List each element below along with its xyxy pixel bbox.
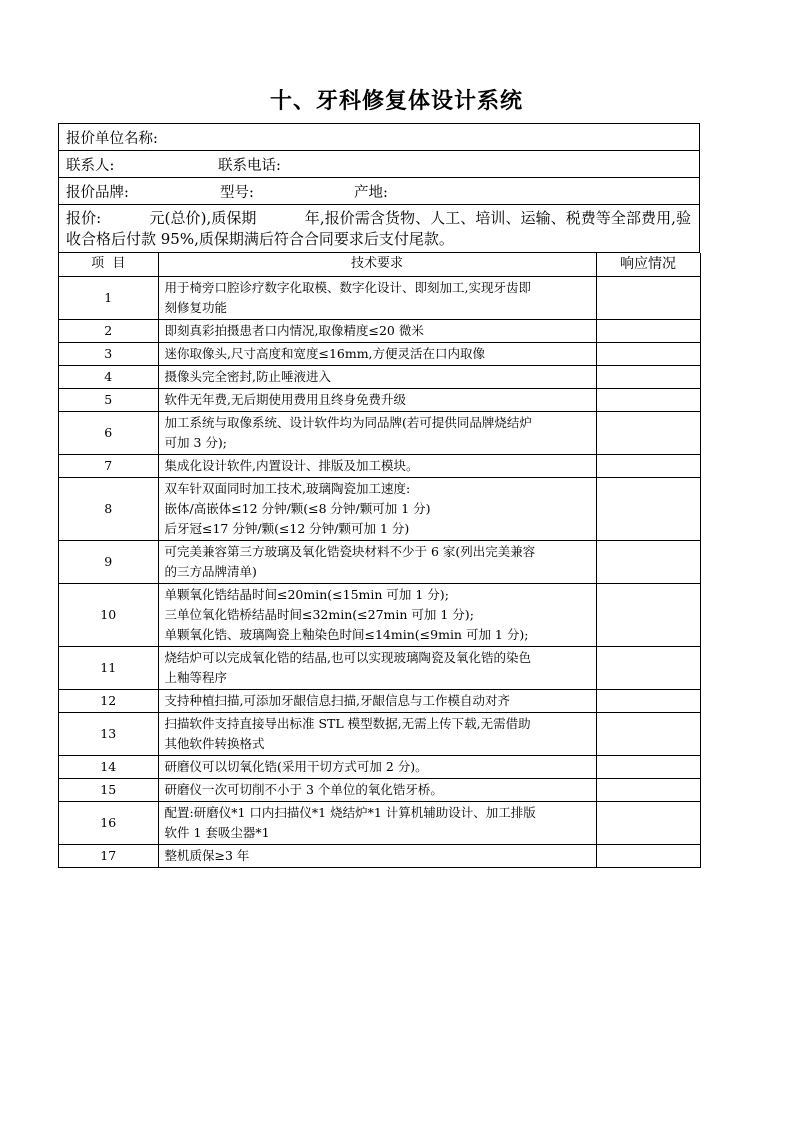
requirement-cell (158, 319, 596, 342)
requirement-text: 支持种植扫描,可添加牙龈信息扫描,牙龈信息与工作模自动对齐 (164, 692, 510, 708)
table-row (59, 583, 700, 646)
requirement-text: 刻修复功能 (164, 299, 228, 315)
contact-label: 联系人: (66, 157, 115, 174)
item-number: 5 (59, 388, 158, 411)
item-number: 1 (59, 276, 158, 319)
requirement-text: 扫描软件支持直接导出标准 STL 模型数据,无需上传下载,无需借助 (164, 715, 531, 731)
item-number: 11 (59, 646, 158, 689)
requirement-text: 可加 3 分); (164, 434, 227, 450)
item-number: 7 (59, 454, 158, 477)
response-cell[interactable] (596, 689, 700, 712)
page-title: 十、牙科修复体设计系统 (269, 89, 523, 114)
table-row (59, 276, 700, 319)
table-row (59, 365, 700, 388)
table-row (59, 540, 700, 583)
requirement-cell (158, 276, 596, 319)
requirement-cell (158, 411, 596, 454)
table-row (59, 342, 700, 365)
requirement-text: 研磨仪一次可切削不小于 3 个单位的氧化锆牙桥。 (164, 781, 443, 797)
requirement-text: 嵌体/高嵌体≤12 分钟/颗(≤8 分钟/颗可加 1 分) (164, 500, 431, 516)
table-row (59, 755, 700, 778)
table-row (59, 454, 700, 477)
table-row (59, 689, 700, 712)
response-cell[interactable] (596, 646, 700, 689)
table-row (59, 712, 700, 755)
requirement-text: 后牙冠≤17 分钟/颗(≤12 分钟/颗可加 1 分) (164, 520, 410, 536)
table-row (59, 778, 700, 801)
response-cell[interactable] (596, 342, 700, 365)
response-cell[interactable] (596, 583, 700, 646)
table-row (59, 477, 700, 540)
requirement-cell (158, 689, 596, 712)
response-cell[interactable] (596, 365, 700, 388)
phone-label: 联系电话: (218, 157, 281, 174)
quote-unit-row (59, 124, 700, 151)
requirement-text: 上釉等程序 (164, 669, 228, 685)
table-row (59, 646, 700, 689)
spec-table (59, 253, 701, 868)
response-cell[interactable] (596, 388, 700, 411)
response-cell[interactable] (596, 712, 700, 755)
requirement-text: 整机质保≥3 年 (164, 847, 250, 863)
item-number: 17 (59, 844, 158, 867)
requirement-text: 软件 1 套吸尘器*1 (164, 824, 270, 840)
response-cell[interactable] (596, 844, 700, 867)
table-row (59, 844, 700, 867)
col-response-header: 响应情况 (596, 253, 700, 276)
item-number: 13 (59, 712, 158, 755)
requirement-cell (158, 342, 596, 365)
model-label: 型号: (220, 184, 254, 201)
requirement-text: 单颗氧化锆、玻璃陶瓷上釉染色时间≤14min(≤9min 可加 1 分); (164, 626, 529, 642)
item-number: 12 (59, 689, 158, 712)
origin-label: 产地: (354, 184, 388, 201)
response-cell[interactable] (596, 319, 700, 342)
requirement-cell (158, 477, 596, 540)
price-terms-row (59, 205, 700, 253)
requirement-cell (158, 844, 596, 867)
item-number: 8 (59, 477, 158, 540)
table-row (59, 801, 700, 844)
response-cell[interactable] (596, 778, 700, 801)
requirement-text: 软件无年费,无后期使用费用且终身免费升级 (164, 391, 406, 407)
col-spec-header: 技术要求 (158, 253, 596, 276)
table-row (59, 411, 700, 454)
response-cell[interactable] (596, 801, 700, 844)
response-cell[interactable] (596, 477, 700, 540)
price-terms-text: 报价: 元(总价),质保期 年,报价需含货物、人工、培训、运输、税费等全部费用,验收合格后付款 95%,质保期满后符合合同要求后支付尾款。 (66, 209, 691, 248)
item-number: 6 (59, 411, 158, 454)
item-number: 10 (59, 583, 158, 646)
requirement-cell (158, 755, 596, 778)
requirement-text: 三单位氧化锆桥结晶时间≤32min(≤27min 可加 1 分); (164, 606, 474, 622)
item-number: 3 (59, 342, 158, 365)
item-number: 15 (59, 778, 158, 801)
requirement-cell (158, 388, 596, 411)
requirement-text: 的三方品牌清单) (164, 563, 257, 579)
response-cell[interactable] (596, 540, 700, 583)
requirement-text: 即刻真彩拍摄患者口内情况,取像精度≤20 微米 (164, 322, 424, 338)
response-cell[interactable] (596, 411, 700, 454)
requirement-cell (158, 712, 596, 755)
requirement-text: 集成化设计软件,内置设计、排版及加工模块。 (164, 457, 419, 473)
response-cell[interactable] (596, 755, 700, 778)
requirement-text: 双车针双面同时加工技术,玻璃陶瓷加工速度: (164, 480, 411, 496)
requirement-cell (158, 583, 596, 646)
requirement-cell (158, 646, 596, 689)
requirement-text: 摄像头完全密封,防止唾液进入 (164, 368, 331, 384)
requirement-text: 单颗氧化锆结晶时间≤20min(≤15min 可加 1 分); (164, 586, 449, 602)
requirement-cell (158, 801, 596, 844)
requirement-text: 烧结炉可以完成氧化锆的结晶,也可以实现玻璃陶瓷及氧化锆的染色 (164, 649, 531, 665)
contact-row (59, 151, 700, 178)
requirement-text: 配置:研磨仪*1 口内扫描仪*1 烧结炉*1 计算机辅助设计、加工排版 (164, 804, 536, 820)
item-number: 14 (59, 755, 158, 778)
brand-label: 报价品牌: (66, 184, 129, 201)
requirement-text: 其他软件转换格式 (164, 735, 265, 751)
response-cell[interactable] (596, 454, 700, 477)
spec-table-header (59, 253, 700, 276)
requirement-text: 迷你取像头,尺寸高度和宽度≤16mm,方便灵活在口内取像 (164, 345, 486, 361)
table-row (59, 319, 700, 342)
requirement-text: 研磨仪可以切氧化锆(采用干切方式可加 2 分)。 (164, 758, 428, 774)
item-number: 16 (59, 801, 158, 844)
requirement-text: 加工系统与取像系统、设计软件均为同品牌(若可提供同品牌烧结炉 (164, 414, 532, 430)
requirement-cell (158, 540, 596, 583)
requirement-cell (158, 778, 596, 801)
item-number: 4 (59, 365, 158, 388)
brand-row (59, 178, 700, 205)
requirement-cell (158, 454, 596, 477)
quote-form (58, 123, 700, 868)
col-item-header: 项 目 (59, 253, 158, 276)
response-cell[interactable] (596, 276, 700, 319)
item-number: 9 (59, 540, 158, 583)
table-row (59, 388, 700, 411)
requirement-text: 用于椅旁口腔诊疗数字化取模、数字化设计、即刻加工,实现牙齿即 (164, 279, 531, 295)
requirement-text: 可完美兼容第三方玻璃及氧化锆瓷块材料不少于 6 家(列出完美兼容 (164, 543, 536, 559)
item-number: 2 (59, 319, 158, 342)
requirement-cell (158, 365, 596, 388)
quote-unit-label: 报价单位名称: (66, 130, 158, 147)
